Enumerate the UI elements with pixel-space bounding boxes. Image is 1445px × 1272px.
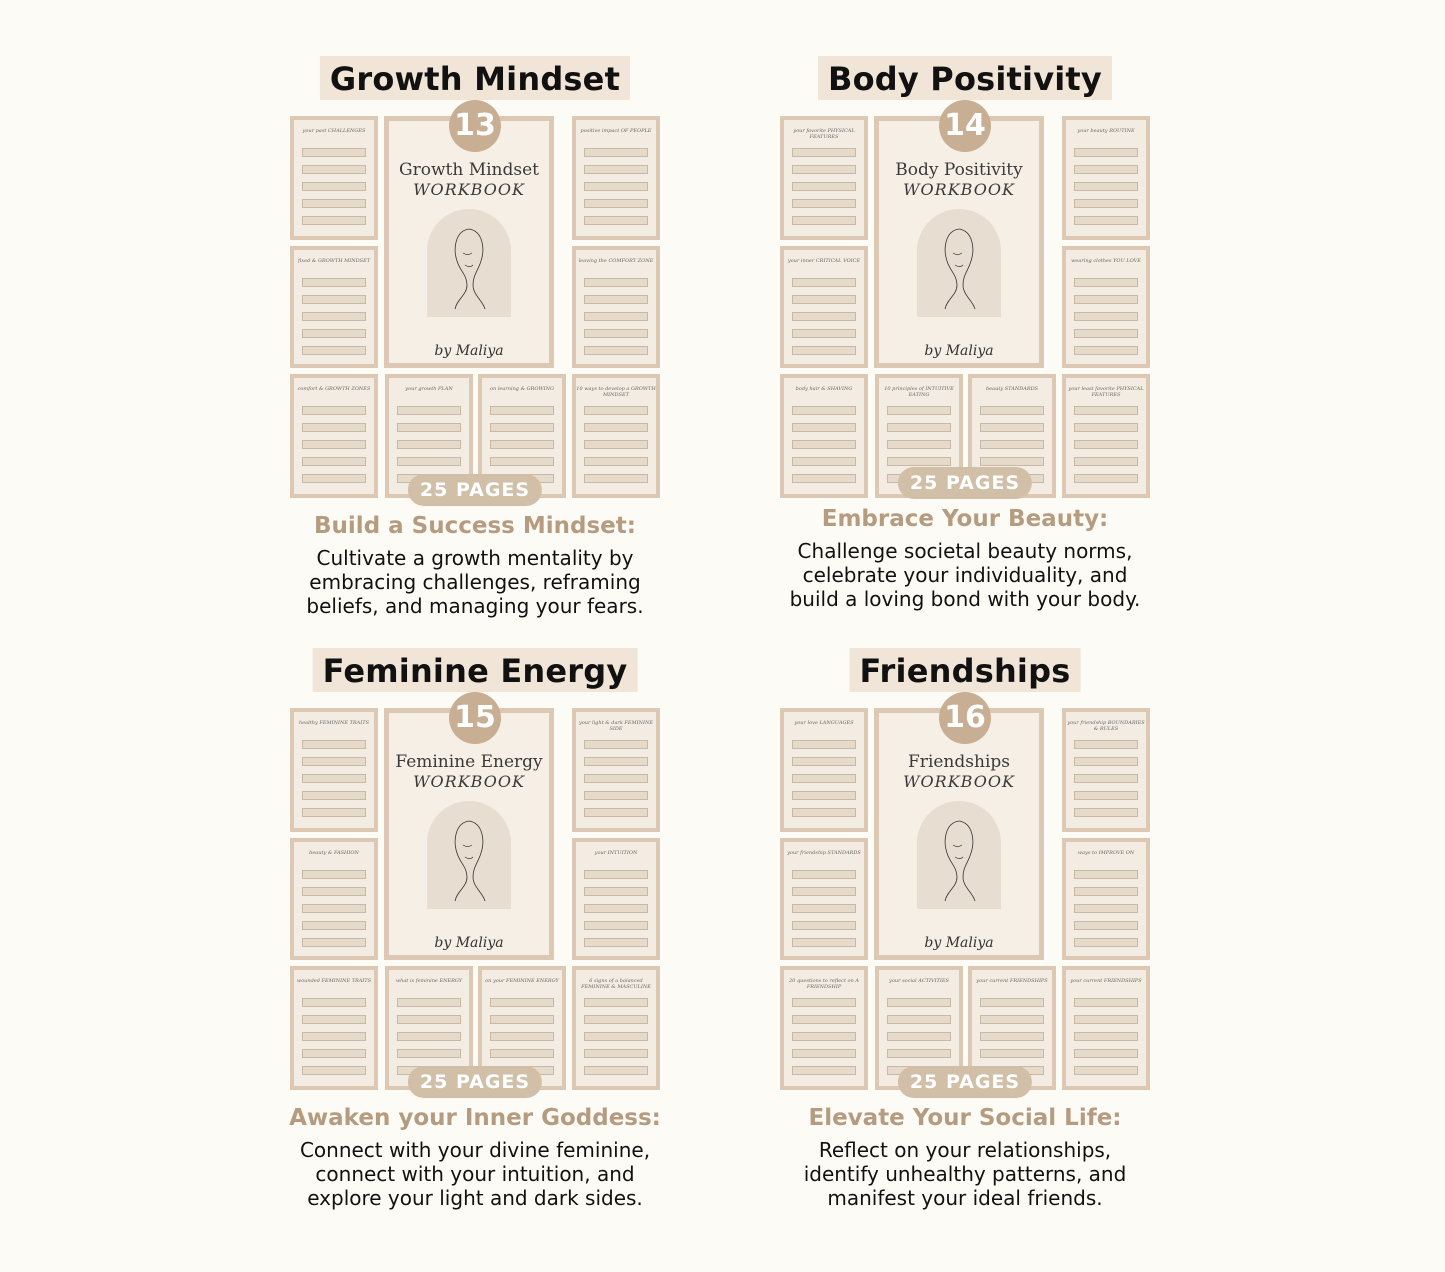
sheet-line [302,329,366,338]
sheet-line [397,1032,461,1041]
sheet-line [1074,938,1138,947]
sheet-line [1074,346,1138,355]
sheet-line [792,1066,856,1075]
sheet-line [397,457,461,466]
sheet-line [302,887,366,896]
sheet-line [792,938,856,947]
worksheet-preview [290,708,378,832]
sheet-line [792,406,856,415]
worksheet-preview [1062,246,1150,368]
sheet-line [302,757,366,766]
workbook-cover [874,708,1044,960]
sheet-line [302,295,366,304]
sheet-line [584,440,648,449]
sheet-line [980,1015,1044,1024]
line-art-illustration [917,801,1001,909]
sheet-line [302,278,366,287]
panel-title: Body Positivity [818,56,1112,100]
worksheet-preview [1062,966,1150,1090]
sheet-line [1074,278,1138,287]
worksheet-title: 10 principles of INTUITIVE EATING [884,386,954,398]
sheet-line [792,182,856,191]
description-line: Reflect on your relationships, [818,1138,1112,1162]
worksheet-title: your growth PLAN [405,386,453,392]
sheet-line [584,423,648,432]
worksheet-preview [572,708,660,832]
sheet-line [792,774,856,783]
worksheet-title: 20 questions to reflect on A FRIENDSHIP [789,978,859,990]
worksheet-preview [780,708,868,832]
sheet-line [1074,1049,1138,1058]
panel-title: Growth Mindset [320,56,630,100]
sheet-line [302,740,366,749]
workbook-panel [290,56,660,636]
sheet-line [302,774,366,783]
sheet-line [887,998,951,1007]
description-line: connect with your intuition, and [315,1162,635,1186]
workbook-panel [290,648,660,1228]
panel-title: Feminine Energy [313,648,638,692]
sheet-line [792,757,856,766]
worksheet-preview [780,246,868,368]
workbook-number-badge: 15 [449,692,501,744]
sheet-line [792,216,856,225]
cover-subtitle: WORKBOOK [413,180,525,199]
description-line: Connect with your divine feminine, [299,1138,651,1162]
sheet-line [397,1049,461,1058]
sheet-line [584,1049,648,1058]
sheet-line [887,1015,951,1024]
sheet-line [1074,295,1138,304]
panel-headline: Embrace Your Beauty: [821,506,1109,532]
sheet-line [792,278,856,287]
worksheet-preview [780,838,868,960]
sheet-line [302,808,366,817]
description-line: beliefs, and managing your fears. [306,594,644,618]
sheet-line [1074,1032,1138,1041]
sheet-line [980,1049,1044,1058]
sheet-line [792,1015,856,1024]
worksheet-title: your light & dark FEMININE SIDE [578,720,654,732]
worksheet-title: your love LANGUAGES [794,720,854,726]
panel-description [740,1138,1190,1210]
worksheet-preview [572,374,660,498]
sheet-line [584,740,648,749]
sheet-line [1074,870,1138,879]
sheet-line [302,440,366,449]
cover-title: Feminine Energy [395,752,543,772]
sheet-line [302,406,366,415]
sheet-line [980,457,1044,466]
sheet-line [1074,808,1138,817]
sheet-line [302,1066,366,1075]
worksheet-preview [290,374,378,498]
workbook-cover [874,116,1044,368]
sheet-line [302,199,366,208]
panel-headline: Awaken your Inner Goddess: [289,1105,661,1131]
worksheet-preview [1062,838,1150,960]
sheet-line [302,791,366,800]
sheet-line [302,346,366,355]
sheet-line [584,904,648,913]
sheet-line [490,1015,554,1024]
sheet-line [490,406,554,415]
sheet-line [302,312,366,321]
sheet-line [584,148,648,157]
sheet-line [584,329,648,338]
worksheet-preview [780,374,868,498]
sheet-line [584,998,648,1007]
workbook-cover [384,708,554,960]
sheet-line [792,791,856,800]
sheet-line [302,216,366,225]
sheet-line [792,740,856,749]
cover-title: Growth Mindset [399,160,539,180]
author-signature: by Maliya [434,935,504,951]
worksheet-title: ways to IMPROVE ON [1077,850,1135,856]
sheet-line [1074,199,1138,208]
sheet-line [792,1032,856,1041]
sheet-line [584,921,648,930]
sheet-line [792,474,856,483]
cover-title: Friendships [908,752,1010,772]
description-line: explore your light and dark sides. [307,1186,643,1210]
sheet-line [792,887,856,896]
sheet-line [1074,406,1138,415]
sheet-line [584,457,648,466]
worksheet-title: your least favorite PHYSICAL FEATURES [1068,386,1144,398]
worksheet-preview [1062,374,1150,498]
sheet-line [302,148,366,157]
sheet-line [1074,998,1138,1007]
sheet-line [302,1049,366,1058]
sheet-line [792,808,856,817]
sheet-line [490,1049,554,1058]
sheet-line [792,904,856,913]
line-art-illustration [917,209,1001,317]
sheet-line [792,148,856,157]
sheet-line [1074,329,1138,338]
sheet-line [1074,457,1138,466]
sheet-line [792,295,856,304]
sheet-line [490,457,554,466]
panel-headline: Elevate Your Social Life: [808,1105,1122,1131]
sheet-line [584,1032,648,1041]
sheet-line [887,457,951,466]
sheet-line [792,329,856,338]
worksheet-title: your current FRIENDSHIPS [976,978,1048,984]
sheet-line [792,165,856,174]
sheet-line [584,870,648,879]
sheet-line [1074,312,1138,321]
worksheet-title: healthy FEMININE TRAITS [298,720,370,726]
sheet-line [584,165,648,174]
sheet-line [792,457,856,466]
sheet-line [887,1032,951,1041]
worksheet-title: on your FEMININE ENERGY [485,978,559,984]
sheet-line [1074,791,1138,800]
sheet-line [1074,165,1138,174]
sheet-line [1074,423,1138,432]
sheet-line [302,998,366,1007]
cover-subtitle: WORKBOOK [413,772,525,791]
sheet-line [302,938,366,947]
worksheet-title: your beauty ROUTINE [1077,128,1135,134]
sheet-line [584,1066,648,1075]
workbook-panel [780,648,1150,1228]
sheet-line [302,1015,366,1024]
worksheet-title: your social ACTIVITIES [889,978,949,984]
sheet-line [490,423,554,432]
sheet-line [584,474,648,483]
sheet-line [792,199,856,208]
sheet-line [584,278,648,287]
worksheet-title: beauty & FASHION [309,850,359,856]
worksheet-preview [780,966,868,1090]
sheet-line [584,791,648,800]
worksheet-title: comfort & GROWTH ZONES [297,386,371,392]
sheet-line [792,312,856,321]
worksheet-title: your inner CRITICAL VOICE [787,258,861,264]
page-count-badge: 25 PAGES [898,467,1032,499]
worksheet-title: your friendship STANDARDS [787,850,861,856]
sheet-line [1074,921,1138,930]
sheet-line [397,423,461,432]
worksheet-title: on learning & GROWING [490,386,554,392]
page-count-badge: 25 PAGES [408,474,542,506]
workbook-number-badge: 16 [939,692,991,744]
description-line: embracing challenges, reframing [309,570,641,594]
sheet-line [1074,216,1138,225]
worksheet-preview [572,838,660,960]
sheet-line [980,406,1044,415]
sheet-line [302,904,366,913]
sheet-line [302,870,366,879]
page-count-badge: 25 PAGES [408,1066,542,1098]
sheet-line [1074,887,1138,896]
worksheet-title: your favorite PHYSICAL FEATURES [793,128,855,140]
sheet-line [302,182,366,191]
page-count-badge: 25 PAGES [898,1066,1032,1098]
sheet-line [584,774,648,783]
sheet-line [397,1015,461,1024]
sheet-line [792,440,856,449]
sheet-line [792,998,856,1007]
sheet-line [887,423,951,432]
cover-title: Body Positivity [895,160,1023,180]
sheet-line [397,406,461,415]
worksheet-title: 6 signs of a balanced FEMININE & MASCULINE [581,978,651,990]
sheet-line [584,182,648,191]
cover-subtitle: WORKBOOK [903,180,1015,199]
worksheet-title: beauty STANDARDS [985,386,1039,392]
sheet-line [1074,148,1138,157]
panel-description [250,1138,700,1210]
worksheet-title: your current FRIENDSHIPS [1070,978,1142,984]
sheet-line [1074,904,1138,913]
worksheet-preview [1062,116,1150,240]
sheet-line [792,423,856,432]
worksheet-preview [780,116,868,240]
workbook-panel [780,56,1150,636]
line-art-illustration [427,801,511,909]
worksheet-title: body hair & SHAVING [795,386,853,392]
sheet-line [302,457,366,466]
sheet-line [887,406,951,415]
worksheet-title: 10 ways to develop a GROWTH MINDSET [576,386,656,398]
worksheet-preview [290,838,378,960]
sheet-line [1074,740,1138,749]
workbook-number-badge: 14 [939,100,991,152]
panel-title: Friendships [850,648,1081,692]
panel-headline: Build a Success Mindset: [314,513,636,539]
sheet-line [980,998,1044,1007]
sheet-line [584,295,648,304]
sheet-line [584,312,648,321]
workbook-cover [384,116,554,368]
sheet-line [302,423,366,432]
description-line: identify unhealthy patterns, and [803,1162,1127,1186]
worksheet-preview [290,246,378,368]
sheet-line [302,921,366,930]
worksheet-preview [572,116,660,240]
sheet-line [1074,1015,1138,1024]
worksheet-title: wounded FEMININE TRAITS [296,978,372,984]
sheet-line [397,998,461,1007]
workbook-number-badge: 13 [449,100,501,152]
worksheet-title: your past CHALLENGES [302,128,366,134]
worksheet-preview [572,246,660,368]
sheet-line [584,887,648,896]
sheet-line [792,1049,856,1058]
sheet-line [584,808,648,817]
sheet-line [1074,1066,1138,1075]
sheet-line [1074,182,1138,191]
sheet-line [302,474,366,483]
sheet-line [490,998,554,1007]
sheet-line [887,440,951,449]
line-art-illustration [427,209,511,317]
worksheet-title: fixed & GROWTH MINDSET [297,258,371,264]
worksheet-title: what is feminine ENERGY [395,978,463,984]
worksheet-title: your friendship BOUNDARIES & RULES [1067,720,1145,732]
sheet-line [584,757,648,766]
sheet-line [1074,757,1138,766]
sheet-line [302,1032,366,1041]
sheet-line [1074,774,1138,783]
sheet-line [584,199,648,208]
sheet-line [792,921,856,930]
sheet-line [302,165,366,174]
sheet-line [584,938,648,947]
description-line: Challenge societal beauty norms, [797,539,1133,563]
sheet-line [980,1032,1044,1041]
sheet-line [584,1015,648,1024]
worksheet-title: wearing clothes YOU LOVE [1071,258,1141,264]
sheet-line [584,216,648,225]
author-signature: by Maliya [924,343,994,359]
sheet-line [792,346,856,355]
sheet-line [887,1049,951,1058]
description-line: build a loving bond with your body. [789,587,1141,611]
sheet-line [1074,474,1138,483]
sheet-line [490,1032,554,1041]
sheet-line [584,406,648,415]
sheet-line [490,440,554,449]
worksheet-title: positive impact OF PEOPLE [580,128,652,134]
sheet-line [397,440,461,449]
worksheet-preview [1062,708,1150,832]
sheet-line [1074,440,1138,449]
description-line: manifest your ideal friends. [827,1186,1103,1210]
worksheet-preview [572,966,660,1090]
worksheet-title: your INTUITION [594,850,638,856]
sheet-line [980,440,1044,449]
author-signature: by Maliya [434,343,504,359]
panel-description [740,539,1190,611]
cover-subtitle: WORKBOOK [903,772,1015,791]
description-line: celebrate your individuality, and [802,563,1128,587]
author-signature: by Maliya [924,935,994,951]
worksheet-title: leaving the COMFORT ZONE [578,258,654,264]
sheet-line [792,870,856,879]
panel-description [250,546,700,618]
worksheet-preview [290,116,378,240]
description-line: Cultivate a growth mentality by [316,546,634,570]
sheet-line [980,423,1044,432]
worksheet-preview [290,966,378,1090]
sheet-line [584,346,648,355]
